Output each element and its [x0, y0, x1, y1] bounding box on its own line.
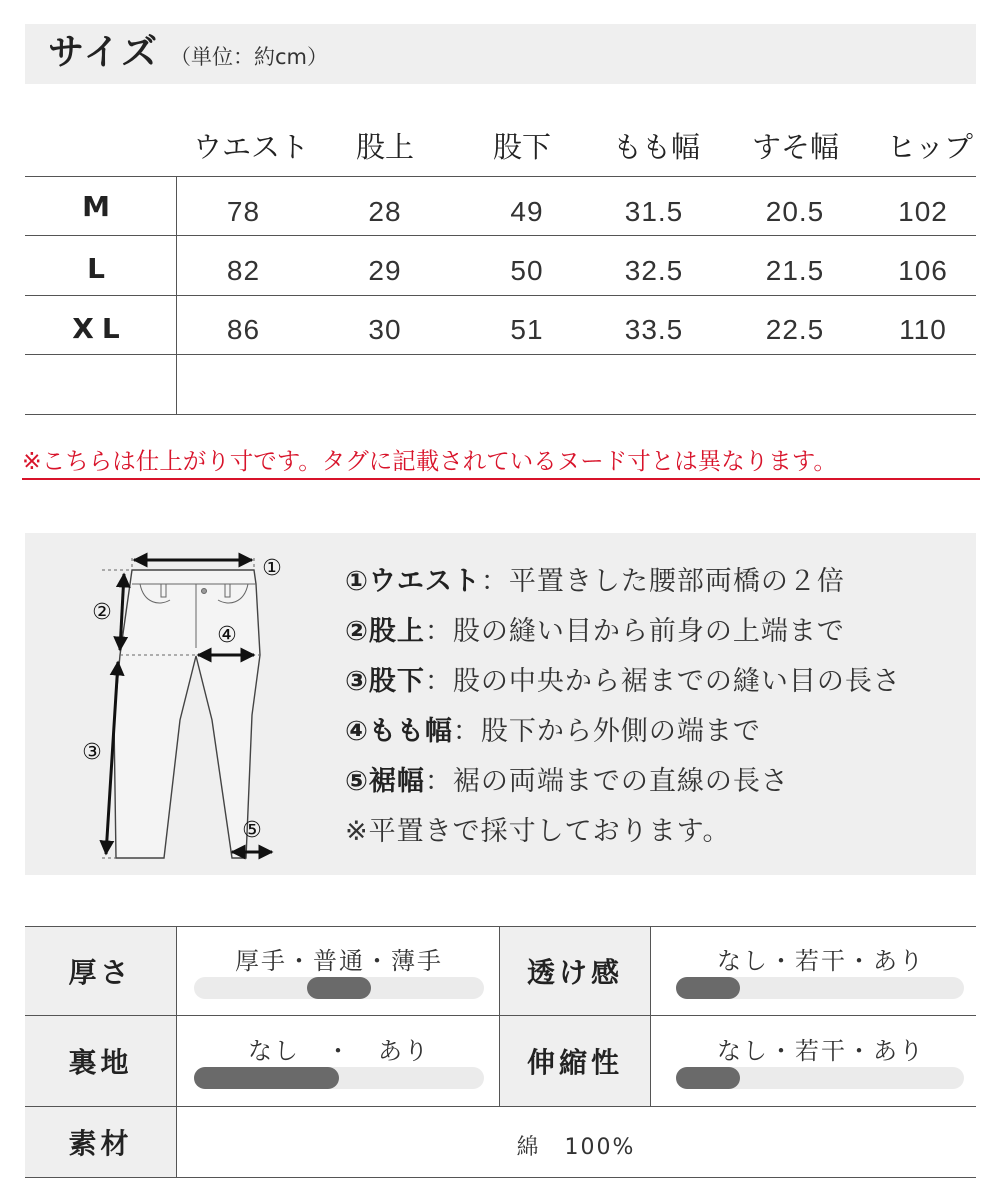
definition-waist	[345, 557, 901, 607]
stretch-indicator	[676, 1067, 740, 1089]
section-title: サイズ	[48, 32, 160, 73]
attr-rule	[25, 926, 976, 927]
measurement-footnote: ※平置きで採寸しております。	[345, 816, 731, 847]
cell-xl-thigh: 33.5	[624, 314, 684, 345]
cell-l-inseam: 50	[510, 255, 544, 286]
definition-term: ウエスト	[368, 566, 481, 597]
cell-xl-inseam: 51	[510, 314, 544, 345]
definition-thigh	[345, 707, 901, 757]
thickness-indicator	[307, 977, 371, 999]
cell-m-rise: 28	[368, 196, 402, 227]
attr-label-material: 素材	[25, 1107, 176, 1177]
table-rule	[25, 176, 976, 177]
cell-l-hip: 106	[898, 255, 948, 286]
definition-text: ：裾の両端までの直線の長さ	[424, 766, 789, 797]
definition-text: ：股の縫い目から前身の上端まで	[424, 616, 845, 647]
definition-number: ②	[345, 616, 369, 647]
definition-number: ①	[345, 566, 369, 597]
cell-m-hem: 20.5	[765, 196, 825, 227]
table-rule	[25, 414, 976, 415]
definition-number: ③	[345, 666, 369, 697]
transparency-options: なし・若干・あり	[717, 947, 925, 975]
marker-3: ③	[82, 740, 102, 765]
cell-xl-hip: 110	[899, 314, 947, 345]
unit-label: （単位：約cm）	[170, 45, 329, 69]
cell-m-thigh: 31.5	[624, 196, 684, 227]
row-label-m: M	[82, 190, 118, 223]
col-header-hip: ヒップ	[886, 130, 974, 164]
attr-label-stretch: 伸縮性	[500, 1016, 650, 1106]
definition-hem	[345, 757, 901, 807]
note-underline	[22, 478, 980, 480]
col-header-waist: ウエスト	[192, 130, 309, 164]
cell-l-thigh: 32.5	[624, 255, 684, 286]
cell-xl-rise: 30	[368, 314, 402, 345]
material-value: 綿 100%	[516, 1135, 636, 1160]
transparency-indicator	[676, 977, 740, 999]
col-header-hem: すそ幅	[751, 130, 839, 164]
definition-term: もも幅	[368, 716, 453, 747]
attr-rule	[25, 1106, 976, 1107]
cell-l-waist: 82	[226, 255, 261, 286]
definition-rise	[345, 607, 901, 657]
pants-diagram-icon	[68, 540, 298, 865]
stretch-scale	[676, 1067, 964, 1089]
row-label-l: L	[87, 252, 113, 285]
definition-text: ：平置きした腰部両橋の２倍	[480, 566, 845, 597]
definition-inseam	[345, 657, 901, 707]
attr-rule	[25, 1015, 976, 1016]
cell-xl-waist: 86	[226, 314, 261, 345]
cell-m-hip: 102	[898, 196, 948, 227]
definition-number: ④	[345, 716, 369, 747]
marker-1: ①	[262, 556, 282, 581]
col-header-rise: 股上	[355, 130, 414, 164]
col-header-inseam: 股下	[492, 130, 551, 164]
definition-text: ：股の中央から裾までの縫い目の長さ	[424, 666, 901, 697]
cell-l-hem: 21.5	[765, 255, 825, 286]
table-rule	[25, 295, 976, 296]
transparency-scale	[676, 977, 964, 999]
attr-rule	[25, 1177, 976, 1178]
pants-outline	[114, 570, 260, 858]
cell-m-waist: 78	[226, 196, 261, 227]
definition-text: ：股下から外側の端まで	[452, 716, 761, 747]
table-divider	[176, 176, 177, 414]
marker-4: ④	[217, 623, 237, 648]
lining-indicator	[194, 1067, 339, 1089]
cell-m-inseam: 49	[510, 196, 544, 227]
lining-options: なし ・ あり	[248, 1037, 430, 1065]
attr-label-lining: 裏地	[25, 1016, 176, 1106]
thickness-scale	[194, 977, 484, 999]
row-label-xl: XL	[72, 312, 128, 345]
measurement-definitions	[345, 557, 901, 857]
attr-label-thickness: 厚さ	[25, 927, 176, 1015]
col-header-thigh: もも幅	[612, 130, 700, 164]
thickness-options: 厚手・普通・薄手	[235, 947, 443, 975]
definition-term: 股上	[368, 616, 425, 647]
definition-term: 裾幅	[368, 766, 425, 797]
table-rule	[25, 354, 976, 355]
lining-scale	[194, 1067, 484, 1089]
attr-divider	[499, 926, 500, 1106]
cell-l-rise: 29	[368, 255, 402, 286]
definition-number: ⑤	[345, 766, 369, 797]
cell-xl-hem: 22.5	[765, 314, 825, 345]
table-rule	[25, 235, 976, 236]
marker-2: ②	[92, 600, 112, 625]
stretch-options: なし・若干・あり	[717, 1037, 925, 1065]
definition-term: 股下	[368, 666, 425, 697]
finished-size-note: ※こちらは仕上がり寸です。タグに記載されているヌード寸とは異なります。	[22, 447, 837, 475]
header-bar	[25, 24, 976, 84]
attr-label-transparency: 透け感	[500, 927, 650, 1015]
marker-5: ⑤	[242, 818, 262, 843]
attr-divider	[650, 926, 651, 1106]
